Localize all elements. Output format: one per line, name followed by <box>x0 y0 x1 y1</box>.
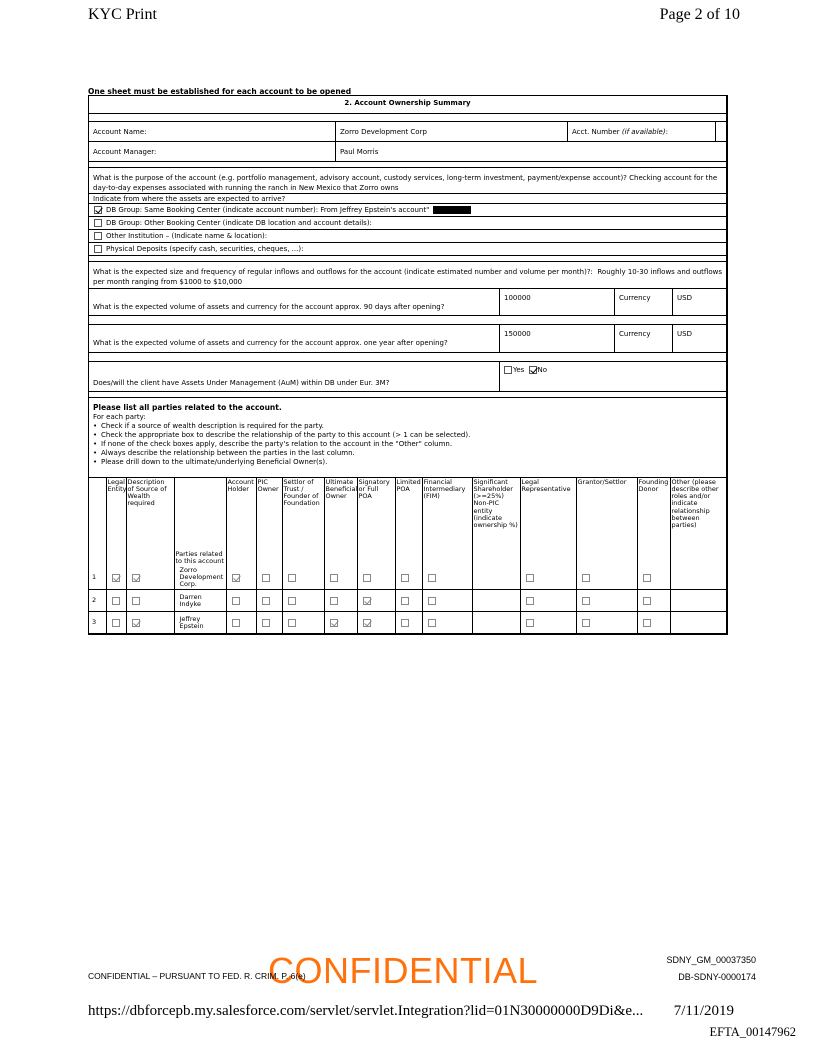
volume-90-amount[interactable]: 100000 <box>499 289 614 315</box>
settlor-cell <box>282 590 324 612</box>
settlor-checkbox[interactable] <box>288 597 296 605</box>
assets-option-row <box>89 230 726 243</box>
volume-1y-question: What is the expected volume of assets and currency for the account approx. one year after opening? <box>93 339 448 347</box>
col-header-shareholder: Significant Shareholder (>=25%) Non-PIC entity (indicate ownership %) <box>472 478 520 566</box>
col-header-grantor: Grantor/Settlor <box>576 478 637 566</box>
pic-owner-cell <box>256 590 282 612</box>
fim-cell <box>422 590 472 612</box>
pic-owner-checkbox[interactable] <box>262 574 270 582</box>
volume-1y-currency-label: Currency <box>614 325 672 352</box>
shareholder-cell <box>472 590 520 612</box>
col-header-other: Other (please describe other roles and/or indicate relationship between parties) <box>670 478 726 566</box>
other-booking-center-label: DB Group: Other Booking Center (indicate DB location and account details): <box>106 219 372 227</box>
pic-owner-checkbox[interactable] <box>262 619 270 627</box>
instruction-item: • Check if a source of wealth description is required for the party. <box>101 422 722 431</box>
grantor-cell <box>576 566 637 590</box>
instruction-item: • Always describe the relationship between the parties in the last column. <box>101 449 722 458</box>
other-booking-center-checkbox[interactable] <box>94 219 102 227</box>
parties-table-row <box>89 478 726 633</box>
same-booking-center-label: DB Group: Same Booking Center (indicate account number): <box>106 206 319 214</box>
legal-rep-cell <box>520 566 576 590</box>
account-manager-row <box>89 142 726 162</box>
legal-entity-cell <box>106 566 126 590</box>
confidential-stamp: CONFIDENTIAL <box>268 950 539 991</box>
ubo-cell <box>324 566 357 590</box>
instruction-item: • If none of the check boxes apply, describe the party's relation to the account in the "Other" column. <box>101 440 722 449</box>
acct-number-label <box>567 122 715 141</box>
ubo-cell <box>324 612 357 634</box>
limited-poa-cell <box>395 612 422 634</box>
settlor-cell <box>282 612 324 634</box>
assets-from-heading-row <box>89 194 726 204</box>
account-holder-checkbox[interactable] <box>232 597 240 605</box>
parties-heading: Please list all parties related to the account. <box>93 403 282 412</box>
source-of-wealth-checkbox[interactable] <box>132 619 140 627</box>
instruction-item: • Check the appropriate box to describe the relationship of the party to this account (> 1 can be selected). <box>101 431 722 440</box>
other-cell[interactable] <box>670 612 726 634</box>
grantor-checkbox[interactable] <box>582 574 590 582</box>
ubo-checkbox[interactable] <box>330 574 338 582</box>
signatory-checkbox[interactable] <box>363 574 371 582</box>
party-number: 3 <box>89 612 106 634</box>
col-header-account-holder: Account Holder <box>226 478 256 566</box>
ubo-checkbox[interactable] <box>330 597 338 605</box>
acct-number-value[interactable] <box>715 122 726 141</box>
party-name: Jeffrey Epstein <box>174 612 226 634</box>
parties-table <box>89 478 726 633</box>
col-header <box>89 478 106 566</box>
volume-90-row <box>89 288 726 316</box>
founding-donor-checkbox[interactable] <box>643 619 651 627</box>
settlor-checkbox[interactable] <box>288 619 296 627</box>
limited-poa-cell <box>395 566 422 590</box>
party-number: 2 <box>89 590 106 612</box>
other-institution-label: Other Institution – (Indicate name & location): <box>106 232 268 240</box>
pic-owner-checkbox[interactable] <box>262 597 270 605</box>
col-header-signatory: Signatory or Full POA <box>357 478 395 566</box>
grantor-cell <box>576 612 637 634</box>
party-rows <box>89 566 726 633</box>
col-header-legal-entity: Legal Entity <box>106 478 126 566</box>
assets-option-row <box>89 243 726 256</box>
print-date: 7/11/2019 <box>673 1003 734 1019</box>
volume-90-currency-label: Currency <box>614 289 672 315</box>
aum-row <box>89 362 726 392</box>
aum-no-checkbox[interactable] <box>529 366 537 374</box>
account-holder-cell <box>226 566 256 590</box>
aum-question: Does/will the client have Assets Under Management (AuM) within DB under Eur. 3M? <box>93 379 390 387</box>
efta-number: EFTA_00147962 <box>709 1025 796 1039</box>
account-name-row <box>89 122 726 142</box>
limited-poa-checkbox[interactable] <box>401 597 409 605</box>
signatory-cell <box>357 566 395 590</box>
account-manager-label: Account Manager: <box>93 148 157 156</box>
physical-deposits-label: Physical Deposits (specify cash, securities, cheques, ...): <box>106 245 304 253</box>
legal-rep-checkbox[interactable] <box>526 574 534 582</box>
physical-deposits-checkbox[interactable] <box>94 245 102 253</box>
assets-option-row <box>89 217 726 230</box>
other-cell[interactable] <box>670 590 726 612</box>
account-holder-checkbox[interactable] <box>232 619 240 627</box>
flows-question: What is the expected size and frequency of regular inflows and outflows for the account (indicate estimated number and volume per month)?: <box>93 268 593 276</box>
acct-number-label-italic: (if available) <box>621 128 666 136</box>
purpose-question: What is the purpose of the account (e.g. portfolio management, advisory account, custody services, long-term investment, payment/expense account)? <box>93 174 627 182</box>
signatory-cell <box>357 612 395 634</box>
col-header-fim: Financial Intermediary (FIM) <box>422 478 472 566</box>
col-header-limited-poa: Limited POA <box>395 478 422 566</box>
account-name-value[interactable]: Zorro Development Corp <box>335 122 567 141</box>
spacer-row <box>89 353 726 362</box>
ubo-cell <box>324 590 357 612</box>
source-of-wealth-cell <box>126 590 174 612</box>
volume-90-currency[interactable]: USD <box>672 289 726 315</box>
founding-donor-checkbox[interactable] <box>643 597 651 605</box>
account-manager-value[interactable]: Paul Morris <box>335 142 726 161</box>
party-row <box>89 612 726 634</box>
party-row <box>89 590 726 612</box>
acct-number-label-end: : <box>665 128 668 136</box>
redaction-bar <box>433 206 471 214</box>
legal-rep-checkbox[interactable] <box>526 597 534 605</box>
grantor-cell <box>576 590 637 612</box>
limited-poa-checkbox[interactable] <box>401 574 409 582</box>
fim-cell <box>422 566 472 590</box>
bates-number-sdny: SDNY_GM_00037350 <box>666 955 756 965</box>
founding-donor-cell <box>637 566 670 590</box>
shareholder-cell <box>472 612 520 634</box>
parties-header-row <box>89 478 726 566</box>
source-of-wealth-checkbox[interactable] <box>132 574 140 582</box>
grantor-checkbox[interactable] <box>582 597 590 605</box>
col-header-founding-donor: Founding Donor <box>637 478 670 566</box>
legal-entity-checkbox[interactable] <box>112 574 120 582</box>
source-of-wealth-cell <box>126 566 174 590</box>
col-header-ubo: Ultimate Beneficial Owner <box>324 478 357 566</box>
same-booking-center-checkbox[interactable] <box>94 206 102 214</box>
spacer-row <box>89 114 726 122</box>
legal-entity-cell <box>106 590 126 612</box>
col-header-pic-owner: PIC Owner <box>256 478 282 566</box>
print-url: https://dbforcepb.my.salesforce.com/servlet/servlet.Integration?lid=01N30000000D9Di&e... <box>88 1003 644 1019</box>
col-header-source-of-wealth: Description of Source of Wealth required <box>126 478 174 566</box>
party-name: Darren Indyke <box>174 590 226 612</box>
party-name: Zorro Development Corp. <box>174 566 226 590</box>
other-institution-checkbox[interactable] <box>94 232 102 240</box>
section-title-row <box>89 96 726 114</box>
col-header-parties: Parties related to this account <box>174 478 226 566</box>
volume-1y-row <box>89 325 726 353</box>
party-row <box>89 566 726 590</box>
legal-rep-cell <box>520 590 576 612</box>
founding-donor-cell <box>637 612 670 634</box>
fim-checkbox[interactable] <box>428 619 436 627</box>
aum-yes-label: Yes <box>513 366 525 374</box>
settlor-cell <box>282 566 324 590</box>
fim-checkbox[interactable] <box>428 597 436 605</box>
parties-instructions-row <box>89 398 726 478</box>
parties-for-each: For each party: <box>93 412 146 421</box>
settlor-checkbox[interactable] <box>288 574 296 582</box>
ubo-checkbox[interactable] <box>330 619 338 627</box>
acct-number-label-text: Acct. Number <box>572 128 622 136</box>
pic-owner-cell <box>256 612 282 634</box>
signatory-cell <box>357 590 395 612</box>
confidential-notice: CONFIDENTIAL – PURSUANT TO FED. R. CRIM. P. 6(e) <box>88 971 306 981</box>
party-number: 1 <box>89 566 106 590</box>
volume-1y-currency[interactable]: USD <box>672 325 726 352</box>
pic-owner-cell <box>256 566 282 590</box>
volume-1y-amount[interactable]: 150000 <box>499 325 614 352</box>
limited-poa-checkbox[interactable] <box>401 619 409 627</box>
col-header-settlor: Settlor of Trust / Founder of Foundation <box>282 478 324 566</box>
account-holder-cell <box>226 590 256 612</box>
purpose-row <box>89 168 726 194</box>
flows-row <box>89 262 726 288</box>
parties-instructions <box>93 422 722 467</box>
legal-rep-checkbox[interactable] <box>526 619 534 627</box>
fim-checkbox[interactable] <box>428 574 436 582</box>
account-ownership-form <box>88 95 728 635</box>
col-header-legal-rep: Legal Representative <box>520 478 576 566</box>
limited-poa-cell <box>395 590 422 612</box>
aum-no-label: No <box>537 366 548 374</box>
account-name-label: Account Name: <box>93 128 147 136</box>
account-holder-cell <box>226 612 256 634</box>
page-number: Page 2 of 10 <box>659 6 740 23</box>
shareholder-cell <box>472 566 520 590</box>
flows-answer[interactable]: Roughly 10-30 inflows and outflows per month ranging from $1000 to $10,000 <box>93 268 722 287</box>
signatory-checkbox[interactable] <box>363 597 371 605</box>
signatory-checkbox[interactable] <box>363 619 371 627</box>
same-booking-center-detail[interactable]: From Jeffrey Epstein's account" <box>320 206 430 214</box>
source-of-wealth-cell <box>126 612 174 634</box>
volume-90-question: What is the expected volume of assets and currency for the account approx. 90 days after opening? <box>93 303 445 311</box>
legal-entity-checkbox[interactable] <box>112 597 120 605</box>
legal-rep-cell <box>520 612 576 634</box>
page-header-title: KYC Print <box>88 6 157 23</box>
founding-donor-checkbox[interactable] <box>643 574 651 582</box>
assets-option-row <box>89 204 726 217</box>
fim-cell <box>422 612 472 634</box>
legal-entity-checkbox[interactable] <box>112 619 120 627</box>
aum-yes-checkbox[interactable] <box>504 366 512 374</box>
founding-donor-cell <box>637 590 670 612</box>
instruction-item: • Please drill down to the ultimate/underlying Beneficial Owner(s). <box>101 458 722 467</box>
purpose-text <box>89 168 726 193</box>
spacer-row <box>89 316 726 325</box>
legal-entity-cell <box>106 612 126 634</box>
sheet-note: One sheet must be established for each account to be opened <box>88 87 352 96</box>
bates-number-db: DB-SDNY-0000174 <box>678 972 756 982</box>
assets-from-heading: Indicate from where the assets are expected to arrive? <box>93 195 286 203</box>
other-cell[interactable] <box>670 566 726 590</box>
grantor-checkbox[interactable] <box>582 619 590 627</box>
purpose-answer[interactable]: Checking account for the day-to-day expenses associated with running the ranch in New Mexico that Zorro owns <box>93 174 718 193</box>
section-title: 2. Account Ownership Summary <box>344 99 471 107</box>
source-of-wealth-checkbox[interactable] <box>132 597 140 605</box>
account-holder-checkbox[interactable] <box>232 574 240 582</box>
